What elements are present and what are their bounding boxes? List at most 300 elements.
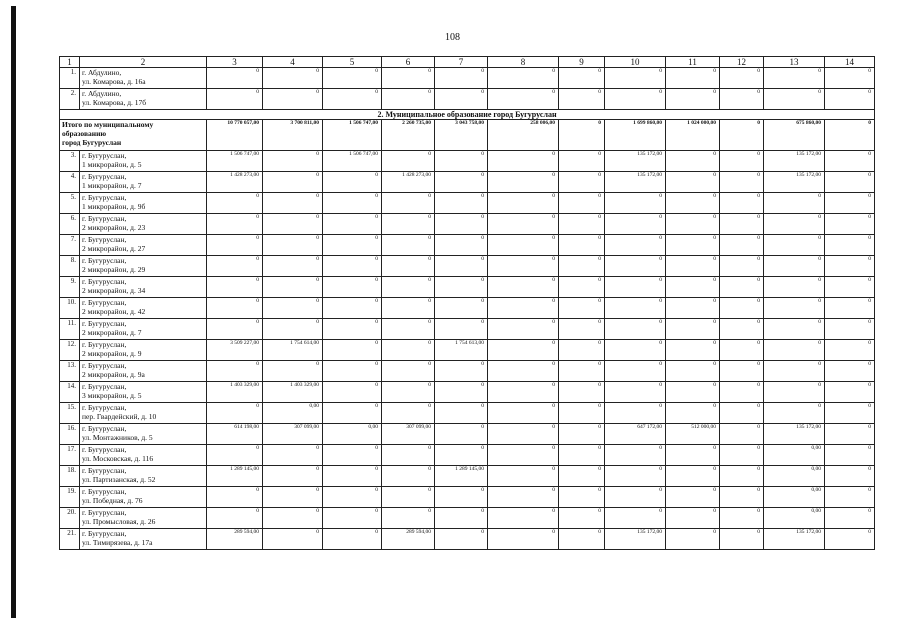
value-cell: 0 (559, 68, 605, 89)
value-cell: 0 (382, 214, 435, 235)
table-row (60, 89, 875, 110)
total-label-line: город Бугуруслан (62, 138, 122, 147)
section-title: 2. Муниципальное образование город Бугуруслан (60, 110, 875, 120)
table-row (60, 466, 875, 487)
value-cell: 0 (488, 403, 559, 424)
value-cell: 0 (207, 256, 263, 277)
value-cell: 0 (605, 214, 666, 235)
value-cell: 0 (207, 277, 263, 298)
value-cell: 0 (488, 256, 559, 277)
address-cell (80, 529, 207, 550)
address-cell (80, 382, 207, 403)
value-cell: 0 (382, 319, 435, 340)
value-cell: 0 (323, 445, 382, 466)
value-cell: 1 289 145,00 (435, 466, 488, 487)
value-cell: 0 (666, 361, 720, 382)
row-index: 11. (60, 319, 80, 340)
value-cell: 289 594,00 (382, 529, 435, 550)
row-index: 21. (60, 529, 80, 550)
value-cell: 0 (720, 193, 764, 214)
total-value-cell: 3 043 758,00 (435, 120, 488, 151)
value-cell: 0 (764, 256, 825, 277)
table-row (60, 214, 875, 235)
value-cell: 0 (323, 487, 382, 508)
left-margin-bar (11, 6, 16, 618)
table-row (60, 424, 875, 445)
value-cell: 0 (488, 382, 559, 403)
value-cell: 0 (382, 508, 435, 529)
value-cell: 0 (435, 319, 488, 340)
table-row (60, 277, 875, 298)
value-cell: 0 (825, 424, 875, 445)
address-line-1: г. Бугуруслан, (82, 214, 127, 223)
value-cell: 0 (720, 508, 764, 529)
column-header: 2 (80, 57, 207, 68)
value-cell: 0 (207, 487, 263, 508)
value-cell: 0 (488, 487, 559, 508)
value-cell: 0 (323, 319, 382, 340)
value-cell: 0 (435, 172, 488, 193)
value-cell: 0 (720, 487, 764, 508)
value-cell: 0 (488, 466, 559, 487)
value-cell: 0 (207, 193, 263, 214)
value-cell: 0 (263, 256, 323, 277)
value-cell: 0 (207, 403, 263, 424)
value-cell: 0 (825, 340, 875, 361)
value-cell: 0 (323, 214, 382, 235)
value-cell: 0 (207, 89, 263, 110)
address-cell (80, 193, 207, 214)
address-cell (80, 340, 207, 361)
address-line-2: 1 микрорайон, д. 9б (82, 202, 146, 211)
row-index: 2. (60, 89, 80, 110)
row-index: 4. (60, 172, 80, 193)
value-cell: 0 (764, 361, 825, 382)
value-cell: 0 (435, 277, 488, 298)
value-cell: 0 (263, 89, 323, 110)
value-cell: 0 (825, 466, 875, 487)
value-cell: 0 (323, 298, 382, 319)
address-cell (80, 487, 207, 508)
value-cell: 0 (559, 235, 605, 256)
value-cell: 0 (764, 340, 825, 361)
value-cell: 0 (764, 403, 825, 424)
table-row (60, 445, 875, 466)
value-cell: 0 (666, 151, 720, 172)
value-cell: 0 (488, 235, 559, 256)
value-cell: 0 (666, 89, 720, 110)
address-line-2: 1 микрорайон, д. 5 (82, 160, 142, 169)
table-row (60, 319, 875, 340)
table-row (60, 193, 875, 214)
value-cell: 0 (825, 151, 875, 172)
value-cell: 0 (323, 235, 382, 256)
value-cell: 0 (488, 529, 559, 550)
value-cell: 0 (605, 340, 666, 361)
value-cell: 0 (488, 361, 559, 382)
value-cell: 0 (263, 277, 323, 298)
value-cell: 0 (435, 256, 488, 277)
total-label (60, 120, 207, 151)
value-cell: 0 (605, 403, 666, 424)
value-cell: 0 (764, 214, 825, 235)
value-cell: 0 (559, 89, 605, 110)
value-cell: 0 (666, 172, 720, 193)
value-cell: 135 172,00 (764, 172, 825, 193)
value-cell: 0 (323, 89, 382, 110)
value-cell: 0 (825, 89, 875, 110)
value-cell: 307 099,00 (382, 424, 435, 445)
value-cell: 0 (666, 277, 720, 298)
value-cell: 0 (825, 68, 875, 89)
address-line-2: ул. Комарова, д. 17б (82, 98, 147, 107)
value-cell: 0 (764, 89, 825, 110)
value-cell: 0 (559, 466, 605, 487)
value-cell: 0 (720, 68, 764, 89)
value-cell: 0 (382, 89, 435, 110)
value-cell: 1 403 329,00 (263, 382, 323, 403)
total-label-line: Итого по муниципальному (62, 120, 154, 129)
value-cell: 0 (605, 89, 666, 110)
column-header: 10 (605, 57, 666, 68)
value-cell: 0 (666, 529, 720, 550)
value-cell: 0 (559, 487, 605, 508)
total-label-line: образованию (62, 129, 107, 138)
value-cell: 0 (605, 277, 666, 298)
address-cell (80, 298, 207, 319)
address-line-2: ул. Партизанская, д. 52 (82, 475, 156, 484)
value-cell: 0 (263, 235, 323, 256)
value-cell: 0 (488, 151, 559, 172)
value-cell: 0 (323, 403, 382, 424)
value-cell: 0 (435, 68, 488, 89)
value-cell: 0 (207, 298, 263, 319)
row-index: 19. (60, 487, 80, 508)
table-row (60, 151, 875, 172)
value-cell: 0 (559, 361, 605, 382)
address-cell (80, 256, 207, 277)
address-line-2: 2 микрорайон, д. 27 (82, 244, 146, 253)
table-row (60, 403, 875, 424)
table-row (60, 508, 875, 529)
column-header: 12 (720, 57, 764, 68)
value-cell: 0 (720, 382, 764, 403)
value-cell: 0 (207, 68, 263, 89)
value-cell: 0 (666, 445, 720, 466)
value-cell: 614 198,00 (207, 424, 263, 445)
value-cell: 0 (435, 529, 488, 550)
value-cell: 0 (263, 214, 323, 235)
value-cell: 0 (666, 256, 720, 277)
value-cell: 0 (435, 151, 488, 172)
value-cell: 0 (488, 89, 559, 110)
value-cell: 1 428 273,00 (207, 172, 263, 193)
column-header: 8 (488, 57, 559, 68)
value-cell: 0 (666, 298, 720, 319)
value-cell: 0 (559, 382, 605, 403)
value-cell: 0 (720, 403, 764, 424)
address-line-2: 2 микрорайон, д. 29 (82, 265, 146, 274)
address-cell (80, 235, 207, 256)
value-cell: 0 (825, 256, 875, 277)
table-row (60, 298, 875, 319)
value-cell: 0 (825, 214, 875, 235)
value-cell: 0 (559, 445, 605, 466)
value-cell: 0 (323, 256, 382, 277)
value-cell: 0 (605, 193, 666, 214)
value-cell: 0 (382, 298, 435, 319)
value-cell: 1 754 613,00 (435, 340, 488, 361)
address-line-1: г. Бугуруслан, (82, 319, 127, 328)
address-line-2: 3 микрорайон, д. 5 (82, 391, 142, 400)
value-cell: 0 (263, 466, 323, 487)
value-cell: 135 172,00 (764, 424, 825, 445)
value-cell: 0 (666, 193, 720, 214)
table-row (60, 235, 875, 256)
value-cell: 0 (435, 445, 488, 466)
address-cell (80, 508, 207, 529)
row-index: 13. (60, 361, 80, 382)
row-index: 10. (60, 298, 80, 319)
value-cell: 0 (559, 403, 605, 424)
value-cell: 0 (720, 340, 764, 361)
value-cell: 0 (323, 382, 382, 403)
total-value-cell: 0 (559, 120, 605, 151)
value-cell: 135 172,00 (605, 529, 666, 550)
value-cell: 0 (323, 340, 382, 361)
value-cell: 135 172,00 (764, 151, 825, 172)
value-cell: 0 (207, 319, 263, 340)
address-line-2: 2 микрорайон, д. 9 (82, 349, 142, 358)
row-index: 16. (60, 424, 80, 445)
value-cell: 0 (605, 361, 666, 382)
value-cell: 0 (666, 487, 720, 508)
value-cell: 0 (720, 361, 764, 382)
value-cell: 0 (666, 235, 720, 256)
address-line-1: г. Бугуруслан, (82, 277, 127, 286)
row-index: 9. (60, 277, 80, 298)
column-header: 9 (559, 57, 605, 68)
value-cell: 0 (720, 445, 764, 466)
column-header: 4 (263, 57, 323, 68)
address-line-2: ул. Тимирязева, д. 17а (82, 538, 153, 547)
value-cell: 0 (825, 298, 875, 319)
address-line-1: г. Бугуруслан, (82, 361, 127, 370)
value-cell: 0 (559, 529, 605, 550)
value-cell: 0 (605, 382, 666, 403)
value-cell: 0 (825, 235, 875, 256)
row-index: 6. (60, 214, 80, 235)
value-cell: 0 (263, 68, 323, 89)
address-line-1: г. Бугуруслан, (82, 445, 127, 454)
address-line-1: г. Бугуруслан, (82, 403, 127, 412)
value-cell: 0 (488, 445, 559, 466)
row-index: 1. (60, 68, 80, 89)
value-cell: 0 (666, 340, 720, 361)
value-cell: 647 172,00 (605, 424, 666, 445)
value-cell: 0 (720, 298, 764, 319)
address-line-2: ул. Победная, д. 76 (82, 496, 143, 505)
value-cell: 1 754 614,00 (263, 340, 323, 361)
total-value-cell: 1 024 000,00 (666, 120, 720, 151)
value-cell: 0,00 (764, 487, 825, 508)
address-line-1: г. Бугуруслан, (82, 529, 127, 538)
address-cell (80, 361, 207, 382)
value-cell: 0 (488, 424, 559, 445)
address-cell (80, 403, 207, 424)
value-cell: 0 (323, 193, 382, 214)
value-cell: 0 (720, 151, 764, 172)
column-header: 1 (60, 57, 80, 68)
table-row (60, 340, 875, 361)
value-cell: 0 (382, 340, 435, 361)
column-header: 5 (323, 57, 382, 68)
value-cell: 0 (605, 445, 666, 466)
value-cell: 0 (382, 68, 435, 89)
value-cell: 0 (825, 487, 875, 508)
row-index: 5. (60, 193, 80, 214)
address-line-1: г. Бугуруслан, (82, 466, 127, 475)
total-value-cell: 1 506 747,00 (323, 120, 382, 151)
value-cell: 0 (488, 298, 559, 319)
row-index: 20. (60, 508, 80, 529)
value-cell: 0 (263, 361, 323, 382)
value-cell: 0 (825, 172, 875, 193)
value-cell: 0 (605, 235, 666, 256)
value-cell: 0 (263, 298, 323, 319)
address-line-2: 2 микрорайон, д. 9а (82, 370, 145, 379)
value-cell: 1 289 145,00 (207, 466, 263, 487)
value-cell: 0 (382, 403, 435, 424)
value-cell: 0 (435, 89, 488, 110)
address-line-1: г. Бугуруслан, (82, 508, 127, 517)
value-cell: 0 (207, 235, 263, 256)
value-cell: 135 172,00 (605, 172, 666, 193)
value-cell: 0 (720, 277, 764, 298)
value-cell: 0 (559, 151, 605, 172)
page-number: 108 (445, 32, 460, 43)
value-cell: 0 (605, 298, 666, 319)
address-line-1: г. Бугуруслан, (82, 340, 127, 349)
value-cell: 0 (764, 68, 825, 89)
value-cell: 0 (207, 508, 263, 529)
value-cell: 0 (764, 235, 825, 256)
value-cell: 0 (720, 424, 764, 445)
value-cell: 135 172,00 (764, 529, 825, 550)
value-cell: 0 (666, 319, 720, 340)
value-cell: 3 509 227,00 (207, 340, 263, 361)
value-cell: 0 (559, 277, 605, 298)
value-cell: 0 (263, 319, 323, 340)
value-cell: 0 (559, 256, 605, 277)
value-cell: 0 (666, 466, 720, 487)
value-cell: 0 (323, 529, 382, 550)
value-cell: 0 (263, 193, 323, 214)
value-cell: 1 506 747,00 (323, 151, 382, 172)
column-header: 7 (435, 57, 488, 68)
value-cell: 0 (764, 298, 825, 319)
table-row (60, 529, 875, 550)
value-cell: 0 (382, 235, 435, 256)
value-cell: 0 (559, 193, 605, 214)
value-cell: 0,00 (764, 445, 825, 466)
value-cell: 0 (488, 508, 559, 529)
value-cell: 0 (720, 89, 764, 110)
value-cell: 0 (825, 508, 875, 529)
address-line-2: ул. Московская, д. 116 (82, 454, 154, 463)
value-cell: 0 (825, 319, 875, 340)
value-cell: 0 (720, 214, 764, 235)
header-row (60, 57, 875, 68)
value-cell: 0 (764, 193, 825, 214)
value-cell: 0,00 (263, 403, 323, 424)
value-cell: 0 (435, 235, 488, 256)
value-cell: 0 (435, 424, 488, 445)
value-cell: 0 (323, 508, 382, 529)
column-header: 14 (825, 57, 875, 68)
value-cell: 0 (323, 277, 382, 298)
address-line-1: г. Бугуруслан, (82, 235, 127, 244)
value-cell: 0 (435, 361, 488, 382)
address-line-2: 2 микрорайон, д. 34 (82, 286, 146, 295)
value-cell: 0 (605, 256, 666, 277)
value-cell: 0 (605, 466, 666, 487)
address-cell (80, 319, 207, 340)
address-cell (80, 172, 207, 193)
column-header: 6 (382, 57, 435, 68)
value-cell: 0 (825, 382, 875, 403)
value-cell: 0 (382, 466, 435, 487)
value-cell: 0 (488, 214, 559, 235)
value-cell: 0 (825, 445, 875, 466)
value-cell: 0 (382, 256, 435, 277)
address-cell (80, 466, 207, 487)
value-cell: 0 (488, 340, 559, 361)
value-cell: 0 (207, 214, 263, 235)
value-cell: 0 (825, 277, 875, 298)
address-line-2: 1 микрорайон, д. 7 (82, 181, 142, 190)
value-cell: 289 594,00 (207, 529, 263, 550)
value-cell: 0 (825, 193, 875, 214)
value-cell: 0 (559, 508, 605, 529)
value-cell: 0 (207, 361, 263, 382)
table-row (60, 68, 875, 89)
address-cell (80, 277, 207, 298)
value-cell: 0 (435, 298, 488, 319)
value-cell: 0 (605, 508, 666, 529)
value-cell: 0 (435, 403, 488, 424)
address-line-1: г. Бугуруслан, (82, 151, 127, 160)
column-header: 3 (207, 57, 263, 68)
value-cell: 307 099,00 (263, 424, 323, 445)
value-cell: 0 (382, 445, 435, 466)
value-cell: 0 (207, 445, 263, 466)
value-cell: 0 (666, 382, 720, 403)
address-line-1: г. Бугуруслан, (82, 256, 127, 265)
value-cell: 0 (666, 214, 720, 235)
value-cell: 0 (323, 466, 382, 487)
total-value-cell: 2 260 735,00 (382, 120, 435, 151)
value-cell: 0 (263, 172, 323, 193)
section-row (60, 110, 875, 120)
row-index: 8. (60, 256, 80, 277)
address-line-1: г. Абдулино, (82, 68, 122, 77)
address-line-2: ул. Комарова, д. 16а (82, 77, 146, 86)
address-line-1: г. Бугуруслан, (82, 172, 127, 181)
total-row (60, 120, 875, 151)
value-cell: 0 (263, 487, 323, 508)
address-line-1: г. Бугуруслан, (82, 298, 127, 307)
